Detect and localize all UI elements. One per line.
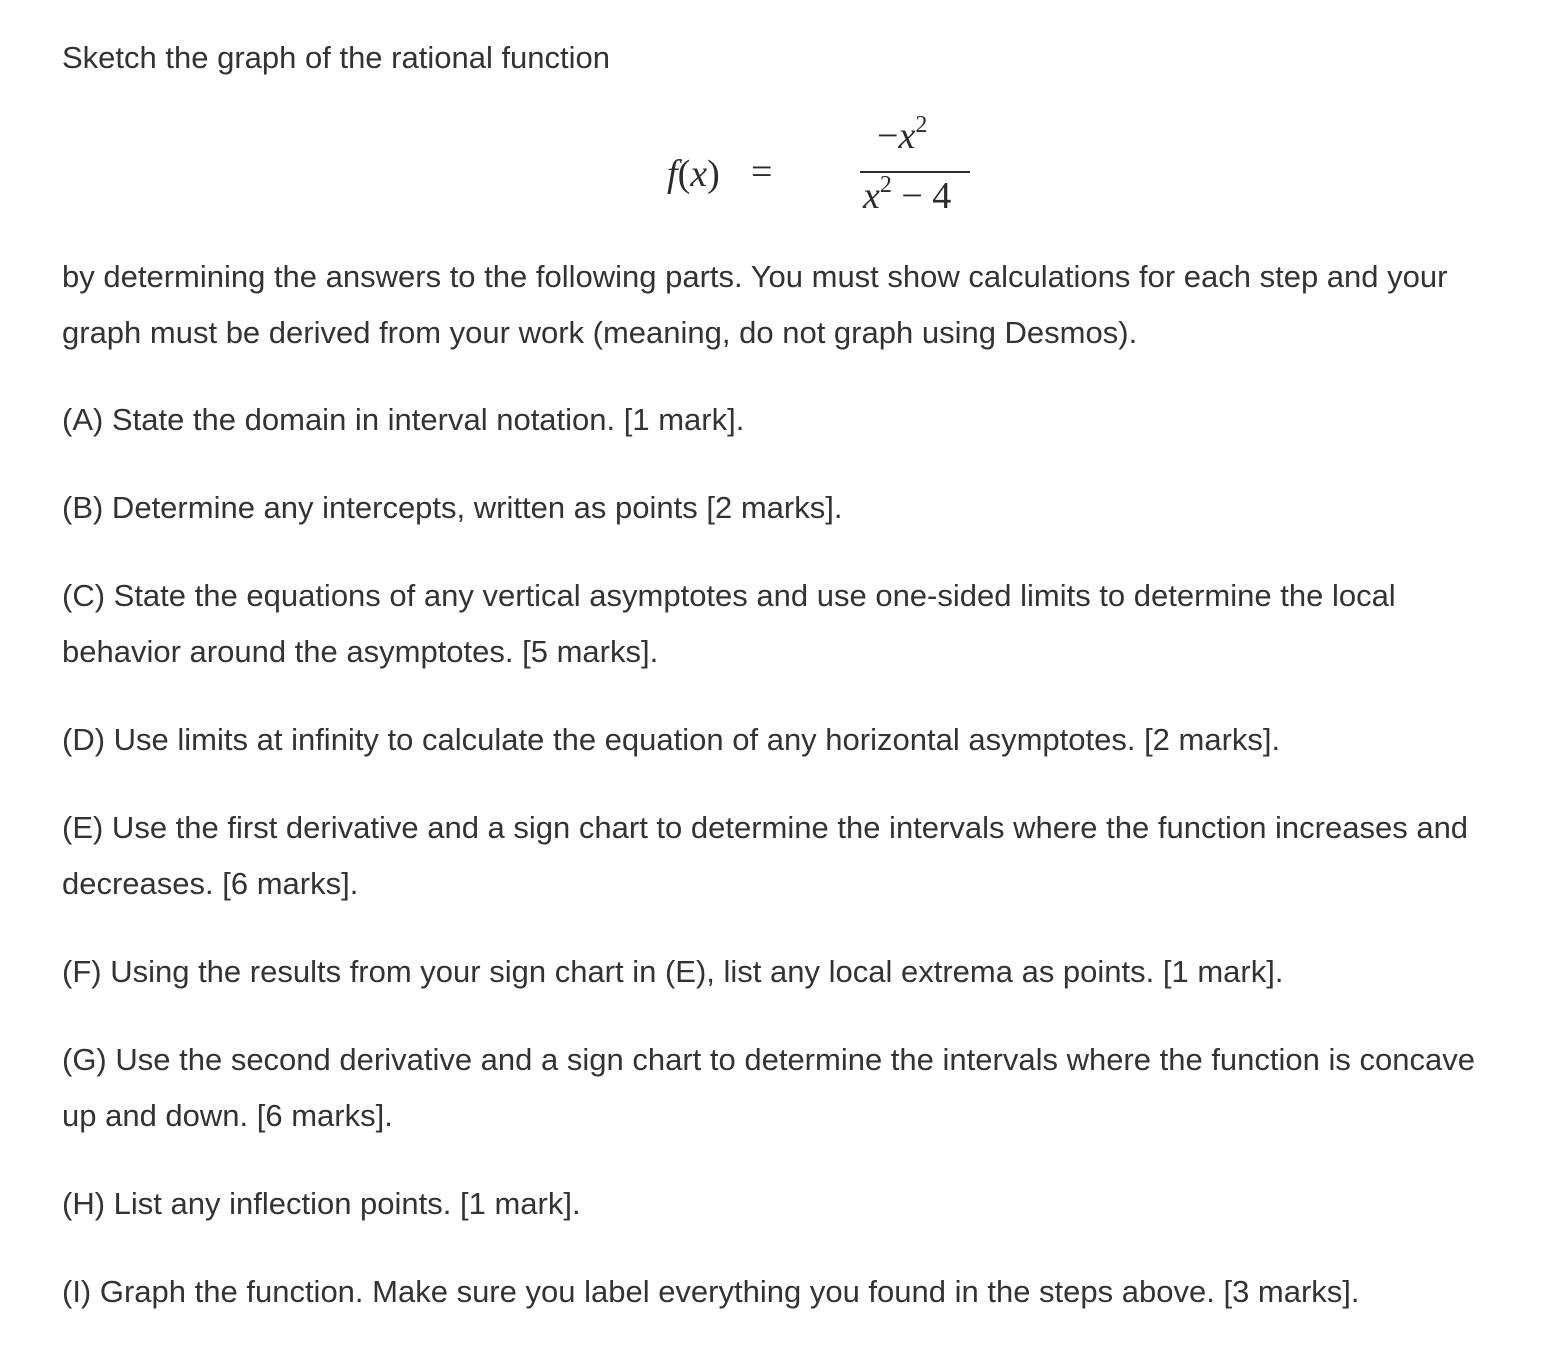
part-b: (B) Determine any intercepts, written as points [2 marks]. (62, 490, 843, 525)
fraction-bar (860, 171, 970, 173)
part-d: (D) Use limits at infinity to calculate the equation of any horizontal asymptotes. [2 marks]. (62, 722, 1281, 757)
part-h: (H) List any inflection points. [1 mark]. (62, 1186, 581, 1221)
part-i: (I) Graph the function. Make sure you label everything you found in the steps above. [3 marks]. (62, 1274, 1360, 1309)
function-argument: x (690, 153, 708, 195)
part-e: (E) Use the first derivative and a sign chart to determine the intervals where the function increases and decreases. [6 marks]. (62, 810, 1469, 901)
part-f: (F) Using the results from your sign chart in (E), list any local extrema as points. [1 mark]. (62, 954, 1284, 989)
numerator-sign: − (877, 115, 899, 157)
rational-function-formula (667, 112, 987, 222)
denominator-exponent: 2 (879, 172, 892, 198)
numerator-exponent: 2 (915, 112, 928, 138)
equals-sign: = (751, 151, 773, 193)
denominator-constant: − 4 (891, 175, 952, 217)
function-name: f (667, 153, 678, 195)
open-paren: ( (677, 153, 691, 195)
denominator-variable: x (863, 175, 880, 217)
formula-lhs (667, 152, 720, 196)
instructions-paragraph: by determining the answers to the following parts. You must show calculations for each step and your graph must be derived from your work (meaning, do not graph using Desmos). (62, 259, 1448, 350)
close-paren: ) (707, 153, 720, 195)
part-a: (A) State the domain in interval notation. [1 mark]. (62, 402, 745, 437)
numerator-variable: x (898, 115, 916, 157)
part-g: (G) Use the second derivative and a sign chart to determine the intervals where the function is concave up and down. [6 marks]. (62, 1042, 1475, 1133)
part-c: (C) State the equations of any vertical asymptotes and use one-sided limits to determine the local behavior around the asymptotes. [5 marks]. (62, 578, 1396, 669)
formula-denominator (863, 174, 951, 218)
formula-numerator (877, 114, 927, 158)
intro-text: Sketch the graph of the rational function (62, 40, 611, 75)
